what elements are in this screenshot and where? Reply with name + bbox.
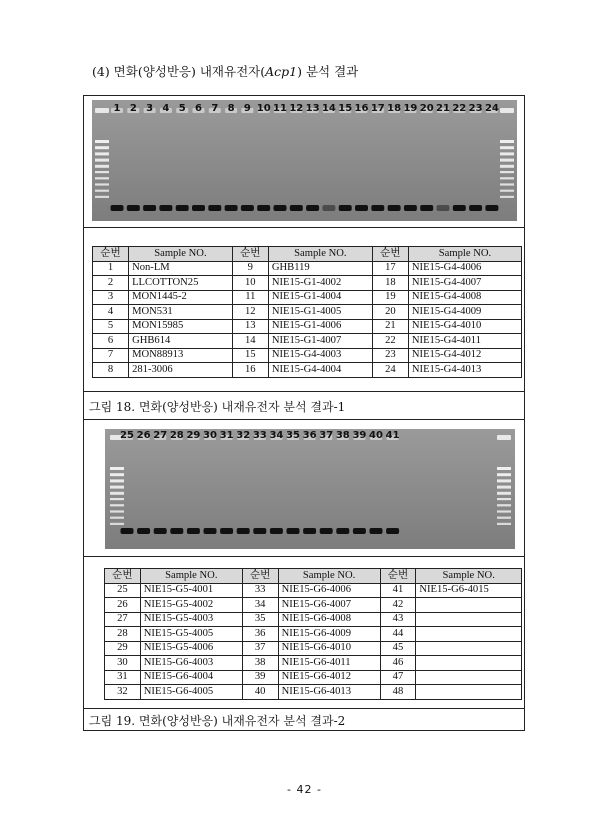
table-header-cell: Sample NO.	[408, 247, 521, 262]
row-number-cell: 48	[380, 685, 416, 700]
lane-label: 13	[305, 103, 320, 114]
table-row	[105, 583, 522, 598]
sample-no-cell: NIE15-G6-4012	[278, 670, 380, 685]
lane-label: 41	[385, 430, 400, 441]
gel-band	[176, 205, 189, 211]
table-row	[93, 276, 522, 291]
gel-band	[274, 205, 287, 211]
gel-band	[121, 528, 134, 534]
lane-label: 2	[129, 103, 137, 114]
sample-no-cell: NIE15-G4-4012	[408, 348, 521, 363]
table-header-cell: Sample NO.	[268, 247, 372, 262]
gel-band	[355, 205, 368, 211]
table-header-cell: Sample NO.	[278, 569, 380, 584]
gel-band	[322, 205, 335, 211]
sample-no-cell: NIE15-G4-4006	[408, 261, 521, 276]
sample-no-cell: NIE15-G4-4008	[408, 290, 521, 305]
gel-band	[253, 528, 266, 534]
row-number-cell: 47	[380, 670, 416, 685]
sample-no-cell: MON15985	[129, 319, 233, 334]
sample-no-cell	[416, 598, 522, 613]
table-row	[105, 670, 522, 685]
lane-label: 33	[252, 430, 267, 441]
gel-band	[336, 528, 349, 534]
lane-label: 39	[352, 430, 367, 441]
gel-band	[208, 205, 221, 211]
sample-no-cell: NIE15-G6-4011	[278, 656, 380, 671]
lane-label: 22	[452, 103, 467, 114]
table-row	[105, 612, 522, 627]
gel-band	[143, 205, 156, 211]
lane-label: 25	[120, 430, 134, 441]
sample-no-cell	[416, 685, 522, 700]
sample-no-cell: NIE15-G5-4005	[140, 627, 242, 642]
gel-band	[303, 528, 316, 534]
lane-label: 15	[338, 103, 353, 114]
sample-no-cell: NIE15-G6-4008	[278, 612, 380, 627]
row-number-cell: 16	[232, 363, 268, 378]
sample-no-cell	[416, 612, 522, 627]
row-number-cell: 35	[242, 612, 278, 627]
table-row	[93, 319, 522, 334]
figure-caption-1: 그림 18. 면화(양성반응) 내재유전자 분석 결과-1	[89, 400, 346, 414]
lane-label: 19	[403, 103, 418, 114]
table-header-cell: 순번	[105, 569, 141, 584]
gel-background	[92, 100, 517, 221]
lane-label: 24	[484, 103, 499, 114]
table-header-cell: Sample NO.	[140, 569, 242, 584]
figure-frame	[83, 95, 525, 731]
lane-label: 32	[236, 430, 251, 441]
table-header-cell: Sample NO.	[129, 247, 233, 262]
gel-band	[241, 205, 254, 211]
table-row	[105, 641, 522, 656]
lane-label: 7	[211, 103, 219, 114]
table-row	[105, 598, 522, 613]
table-row	[93, 348, 522, 363]
lane-label: 6	[195, 103, 202, 114]
row-number-cell: 34	[242, 598, 278, 613]
divider	[84, 708, 524, 709]
sample-no-cell	[416, 656, 522, 671]
lane-label: 18	[387, 103, 402, 114]
gel-band	[225, 205, 238, 211]
gel-band	[270, 528, 283, 534]
row-number-cell: 38	[242, 656, 278, 671]
row-number-cell: 28	[105, 627, 141, 642]
lane-label: 38	[335, 430, 350, 441]
sample-no-cell: NIE15-G4-4010	[408, 319, 521, 334]
lane-label: 35	[286, 430, 300, 441]
row-number-cell: 13	[232, 319, 268, 334]
lane-label: 29	[186, 430, 201, 441]
row-number-cell: 36	[242, 627, 278, 642]
sample-no-cell: NIE15-G6-4013	[278, 685, 380, 700]
sample-no-cell: NIE15-G5-4003	[140, 612, 242, 627]
gel-image-1	[92, 100, 517, 221]
sample-no-cell: NIE15-G6-4015	[416, 583, 522, 598]
lane-label: 14	[321, 103, 336, 114]
sample-no-cell: NIE15-G4-4004	[268, 363, 372, 378]
row-number-cell: 4	[93, 305, 129, 320]
row-number-cell: 32	[105, 685, 141, 700]
page-number: - 42 -	[287, 783, 322, 796]
lane-label: 40	[369, 430, 383, 441]
table-row	[93, 334, 522, 349]
row-number-cell: 17	[372, 261, 408, 276]
table-header-row	[93, 247, 522, 262]
table-header-cell: 순번	[242, 569, 278, 584]
lane-label: 34	[269, 430, 284, 441]
sample-no-cell: NIE15-G1-4005	[268, 305, 372, 320]
row-number-cell: 10	[232, 276, 268, 291]
sample-no-cell: NIE15-G5-4006	[140, 641, 242, 656]
lane-label: 23	[468, 103, 483, 114]
row-number-cell: 45	[380, 641, 416, 656]
row-number-cell: 8	[93, 363, 129, 378]
gel-band	[170, 528, 183, 534]
gel-band	[371, 205, 384, 211]
figure-caption-2: 그림 19. 면화(양성반응) 내재유전자 분석 결과-2	[89, 714, 346, 728]
sample-no-cell: NIE15-G1-4004	[268, 290, 372, 305]
sample-no-cell: NIE15-G6-4005	[140, 685, 242, 700]
sample-no-cell: Non-LM	[129, 261, 233, 276]
row-number-cell: 26	[105, 598, 141, 613]
sample-no-cell: NIE15-G5-4001	[140, 583, 242, 598]
gel-band	[404, 205, 417, 211]
lane-label: 17	[370, 103, 385, 114]
gel-image-2	[105, 429, 515, 549]
lane-label: 3	[146, 103, 154, 114]
sample-no-cell: LLCOTTON25	[129, 276, 233, 291]
gel-band	[220, 528, 233, 534]
divider	[84, 227, 524, 228]
sample-table-2	[104, 568, 522, 700]
gel-band	[469, 205, 482, 211]
row-number-cell: 41	[380, 583, 416, 598]
table-row	[105, 685, 522, 700]
sample-no-cell: NIE15-G6-4006	[278, 583, 380, 598]
gel-band	[204, 528, 217, 534]
lane-label: 1	[113, 103, 121, 114]
row-number-cell: 44	[380, 627, 416, 642]
sample-no-cell: NIE15-G4-4013	[408, 363, 521, 378]
row-number-cell: 27	[105, 612, 141, 627]
gel-band	[287, 528, 300, 534]
lane-label: 8	[227, 103, 235, 114]
row-number-cell: 5	[93, 319, 129, 334]
gel-band	[137, 528, 150, 534]
sample-no-cell: NIE15-G1-4002	[268, 276, 372, 291]
gel-band	[187, 528, 200, 534]
gel-band	[339, 205, 352, 211]
gel-band	[192, 205, 205, 211]
table-header-cell: 순번	[372, 247, 408, 262]
gel-band	[353, 528, 366, 534]
row-number-cell: 40	[242, 685, 278, 700]
gel-band	[485, 205, 498, 211]
row-number-cell: 24	[372, 363, 408, 378]
table-row	[93, 261, 522, 276]
sample-no-cell: 281-3006	[129, 363, 233, 378]
gel-band	[237, 528, 250, 534]
sample-no-cell: NIE15-G4-4007	[408, 276, 521, 291]
lane-label: 36	[302, 430, 317, 441]
row-number-cell: 42	[380, 598, 416, 613]
gel-band	[290, 205, 303, 211]
row-number-cell: 20	[372, 305, 408, 320]
gel-band	[370, 528, 383, 534]
row-number-cell: 11	[232, 290, 268, 305]
lane-label: 5	[178, 103, 186, 114]
row-number-cell: 6	[93, 334, 129, 349]
row-number-cell: 9	[232, 261, 268, 276]
gel-band	[437, 205, 450, 211]
lane-label: 10	[256, 103, 271, 114]
sample-no-cell: GHB614	[129, 334, 233, 349]
row-number-cell: 30	[105, 656, 141, 671]
lane-label: 12	[289, 103, 304, 114]
sample-no-cell: NIE15-G6-4003	[140, 656, 242, 671]
gel-band	[320, 528, 333, 534]
gel-band	[159, 205, 172, 211]
sample-no-cell: NIE15-G1-4007	[268, 334, 372, 349]
table-row	[93, 290, 522, 305]
sample-no-cell: NIE15-G4-4003	[268, 348, 372, 363]
divider	[84, 391, 524, 392]
gel-band	[154, 528, 167, 534]
lane-label: 4	[162, 103, 170, 114]
table-row	[105, 627, 522, 642]
sample-no-cell: NIE15-G6-4004	[140, 670, 242, 685]
lane-label: 26	[136, 430, 151, 441]
row-number-cell: 29	[105, 641, 141, 656]
row-number-cell: 15	[232, 348, 268, 363]
row-number-cell: 7	[93, 348, 129, 363]
lane-label: 30	[203, 430, 217, 441]
row-number-cell: 3	[93, 290, 129, 305]
table-header-cell: 순번	[380, 569, 416, 584]
row-number-cell: 43	[380, 612, 416, 627]
sample-no-cell: NIE15-G6-4007	[278, 598, 380, 613]
table-row	[105, 656, 522, 671]
gel-band	[388, 205, 401, 211]
table-header-row	[105, 569, 522, 584]
sample-no-cell: NIE15-G6-4009	[278, 627, 380, 642]
divider	[84, 556, 524, 557]
table-row	[93, 305, 522, 320]
sample-no-cell: GHB119	[268, 261, 372, 276]
sample-table-1	[92, 246, 522, 378]
sample-no-cell	[416, 670, 522, 685]
sample-no-cell: MON88913	[129, 348, 233, 363]
sample-no-cell: NIE15-G4-4011	[408, 334, 521, 349]
lane-label: 16	[354, 103, 369, 114]
row-number-cell: 19	[372, 290, 408, 305]
table-row	[93, 363, 522, 378]
row-number-cell: 31	[105, 670, 141, 685]
row-number-cell: 12	[232, 305, 268, 320]
sample-no-cell: NIE15-G6-4010	[278, 641, 380, 656]
row-number-cell: 21	[372, 319, 408, 334]
table-header-cell: 순번	[93, 247, 129, 262]
section-heading: (4) 면화(양성반응) 내재유전자(Acp1) 분석 결과	[92, 64, 359, 79]
gel-band	[257, 205, 270, 211]
gel-band	[306, 205, 319, 211]
sample-no-cell: NIE15-G5-4002	[140, 598, 242, 613]
lane-label: 11	[273, 103, 287, 114]
gel-band	[111, 205, 124, 211]
lane-label: 31	[219, 430, 234, 441]
lane-label: 37	[319, 430, 334, 441]
gel-band	[420, 205, 433, 211]
table-header-cell: 순번	[232, 247, 268, 262]
table-header-cell: Sample NO.	[416, 569, 522, 584]
gel-band	[386, 528, 399, 534]
sample-no-cell: NIE15-G1-4006	[268, 319, 372, 334]
row-number-cell: 22	[372, 334, 408, 349]
sample-no-cell	[416, 627, 522, 642]
row-number-cell: 46	[380, 656, 416, 671]
lane-label: 27	[153, 430, 168, 441]
row-number-cell: 1	[93, 261, 129, 276]
lane-label: 9	[243, 103, 251, 114]
lane-label: 28	[169, 430, 184, 441]
sample-no-cell: NIE15-G4-4009	[408, 305, 521, 320]
row-number-cell: 33	[242, 583, 278, 598]
row-number-cell: 23	[372, 348, 408, 363]
row-number-cell: 39	[242, 670, 278, 685]
gel-band	[127, 205, 140, 211]
sample-no-cell: MON531	[129, 305, 233, 320]
row-number-cell: 2	[93, 276, 129, 291]
sample-no-cell: MON1445-2	[129, 290, 233, 305]
row-number-cell: 37	[242, 641, 278, 656]
gel-band	[453, 205, 466, 211]
lane-label: 20	[419, 103, 434, 114]
row-number-cell: 25	[105, 583, 141, 598]
row-number-cell: 14	[232, 334, 268, 349]
lane-label: 21	[436, 103, 450, 114]
sample-no-cell	[416, 641, 522, 656]
divider	[84, 419, 524, 420]
row-number-cell: 18	[372, 276, 408, 291]
